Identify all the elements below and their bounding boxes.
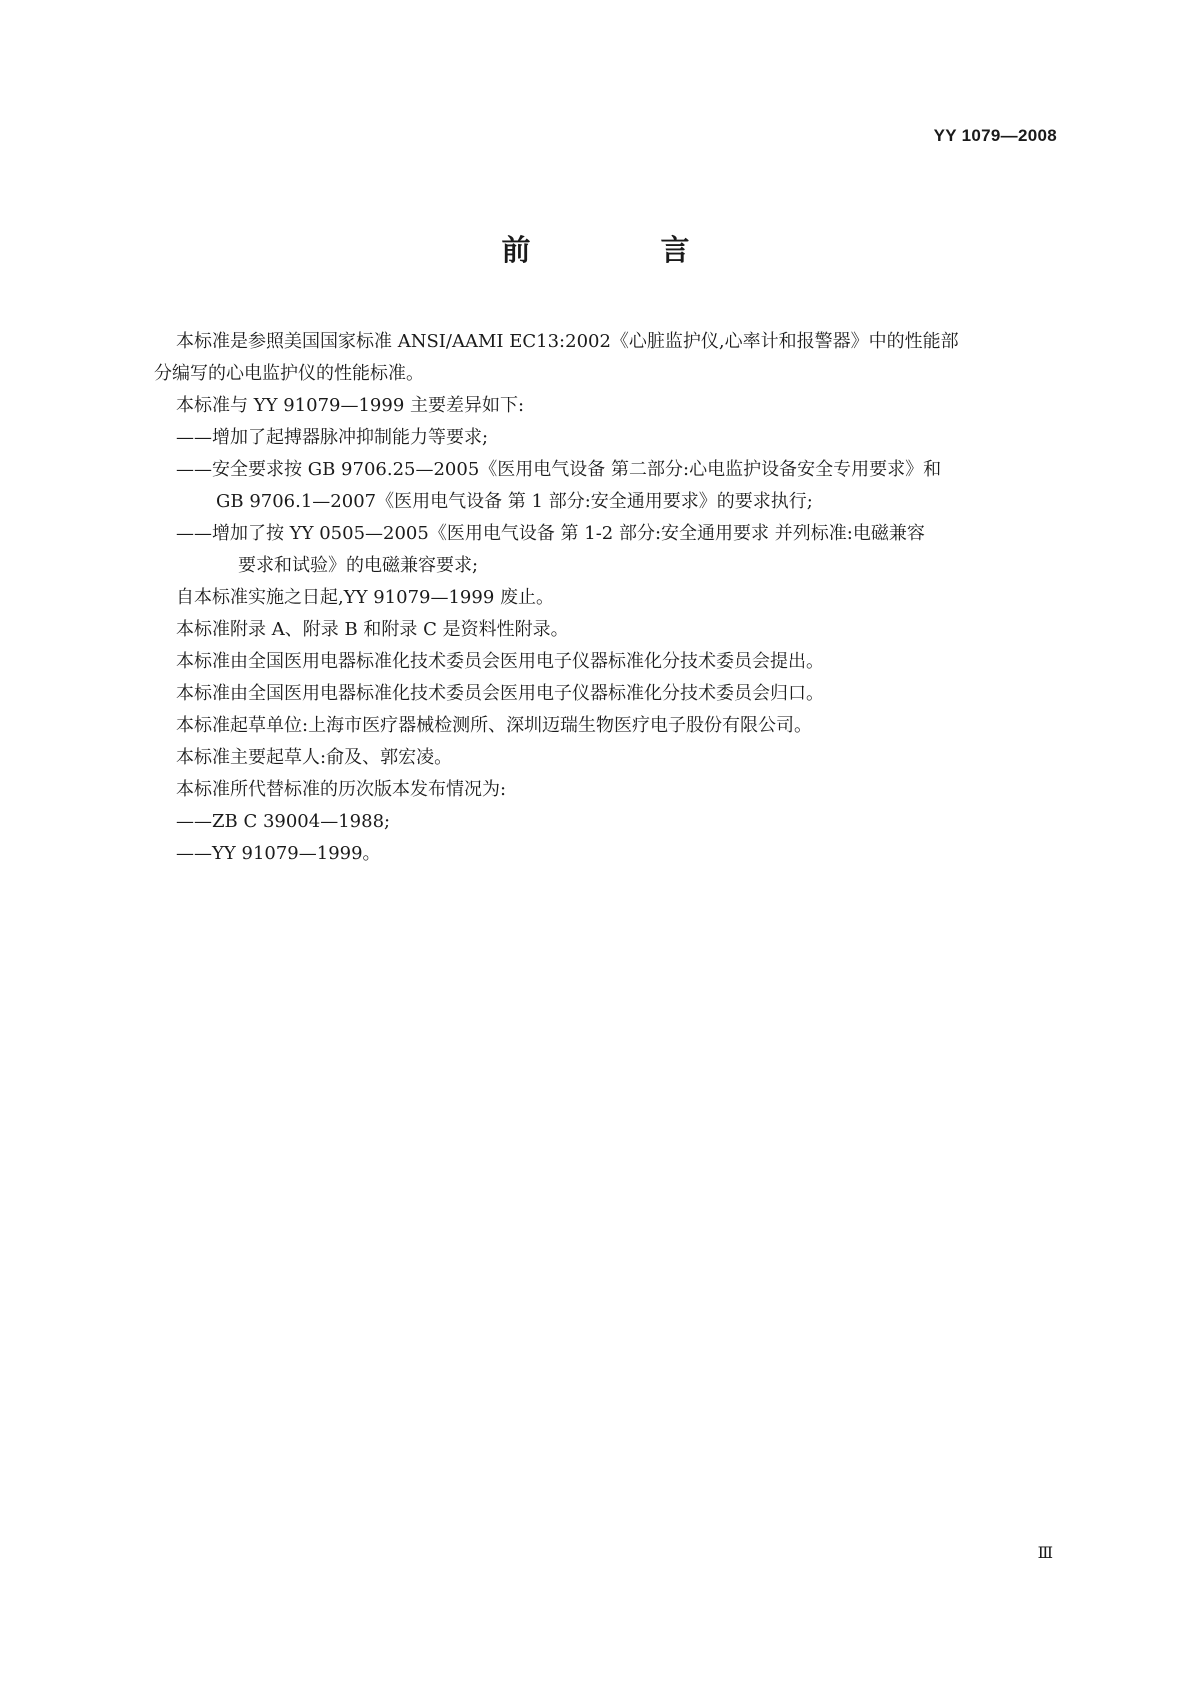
page-number: Ⅲ bbox=[1037, 1543, 1053, 1562]
foreword-body bbox=[154, 326, 1060, 870]
paragraph-annexes: 本标准附录 A、附录 B 和附录 C 是资料性附录。 bbox=[176, 619, 569, 640]
list-item-pacemaker: ——增加了起搏器脉冲抑制能力等要求; bbox=[176, 427, 489, 448]
paragraph-history: 本标准所代替标准的历次版本发布情况为: bbox=[176, 779, 507, 800]
list-item-emc-line2: 要求和试验》的电磁兼容要求; bbox=[238, 555, 479, 576]
paragraph-basis-line1: 本标准是参照美国国家标准 ANSI/AAMI EC13:2002《心脏监护仪,心率计和报警器》中的性能部 bbox=[176, 331, 959, 352]
paragraph-drafters: 本标准主要起草人:俞及、郭宏凌。 bbox=[176, 747, 453, 768]
paragraph-abolish: 自本标准实施之日起,YY 91079—1999 废止。 bbox=[176, 587, 554, 608]
list-item-history-1988: ——ZB C 39004—1988; bbox=[176, 811, 391, 832]
page-title: 前 言 bbox=[501, 233, 750, 267]
list-item-emc-line1: ——增加了按 YY 0505—2005《医用电气设备 第 1-2 部分:安全通用要求 并列标准:电磁兼容 bbox=[176, 523, 925, 544]
list-item-safety bbox=[176, 454, 1060, 518]
list-item-history-1999: ——YY 91079—1999。 bbox=[176, 843, 381, 864]
standard-number: YY 1079—2008 bbox=[933, 126, 1057, 145]
paragraph-proposed: 本标准由全国医用电器标准化技术委员会医用电子仪器标准化分技术委员会提出。 bbox=[176, 651, 824, 672]
list-item-safety-line2: GB 9706.1—2007《医用电气设备 第 1 部分:安全通用要求》的要求执行; bbox=[216, 491, 813, 512]
list-item-emc bbox=[176, 518, 1060, 582]
list-item-safety-line1: ——安全要求按 GB 9706.25—2005《医用电气设备 第二部分:心电监护设备安全专用要求》和 bbox=[176, 459, 942, 480]
paragraph-basis-line2: 分编写的心电监护仪的性能标准。 bbox=[154, 363, 424, 384]
paragraph-differences: 本标准与 YY 91079—1999 主要差异如下: bbox=[176, 395, 525, 416]
paragraph-drafting-units: 本标准起草单位:上海市医疗器械检测所、深圳迈瑞生物医疗电子股份有限公司。 bbox=[176, 715, 813, 736]
paragraph-basis bbox=[154, 326, 1060, 390]
paragraph-centralized: 本标准由全国医用电器标准化技术委员会医用电子仪器标准化分技术委员会归口。 bbox=[176, 683, 824, 704]
